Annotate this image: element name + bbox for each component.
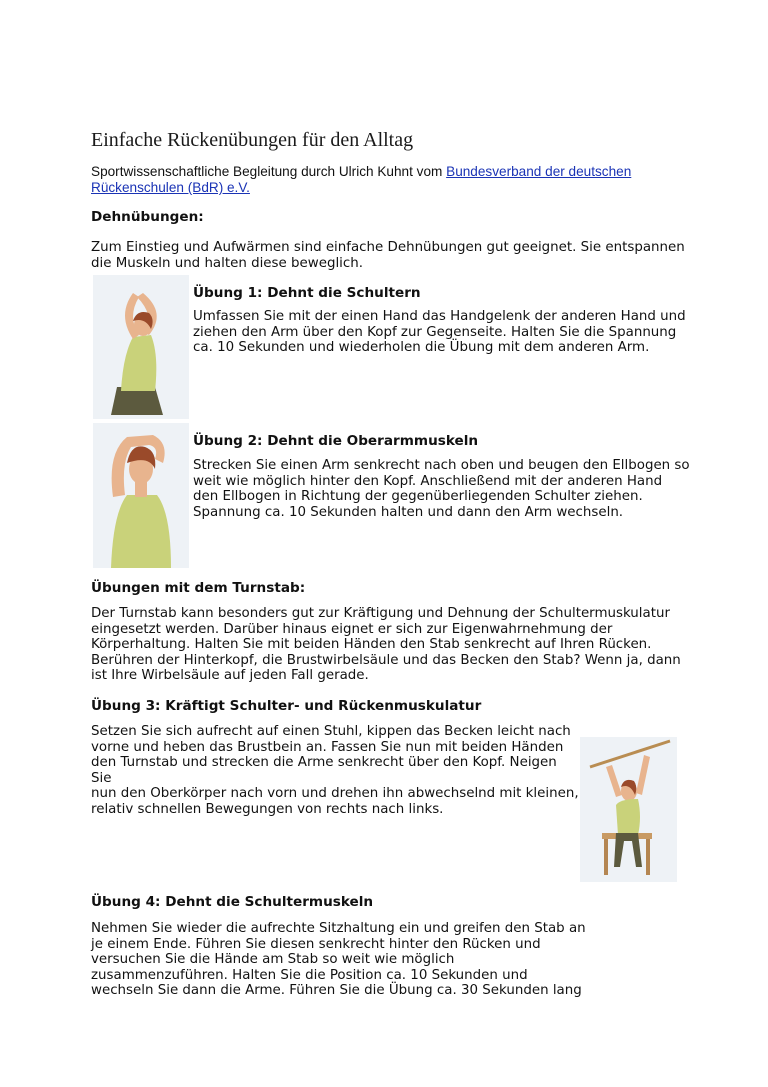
text-line: weit wie möglich hinter den Kopf. Anschließend mit der anderen Hand: [193, 473, 663, 489]
text-line: den Turnstab und strecken die Arme senkrecht über den Kopf. Neigen Sie: [91, 755, 557, 786]
exercise3-paragraph: [91, 724, 581, 818]
text-line: ziehen den Arm über den Kopf zur Gegenseite. Halten Sie die Spannung: [193, 324, 677, 340]
text-line: Nehmen Sie wieder die aufrechte Sitzhaltung ein und greifen den Stab an: [91, 921, 586, 936]
intro-paragraph: [91, 164, 711, 196]
exercise3-heading: Übung 3: Kräftigt Schulter- und Rückenmuskulatur: [91, 698, 482, 714]
section2-paragraph: [91, 606, 731, 684]
bdr-link-continued[interactable]: Rückenschulen (BdR) e.V.: [91, 180, 250, 195]
text-line: Spannung ca. 10 Sekunden halten und dann den Arm wechseln.: [193, 504, 624, 520]
text-line: Berühren der Hinterkopf, die Brustwirbelsäule und das Becken den Stab? Wenn ja, dann: [91, 652, 681, 668]
woman-seated-with-stick-icon: [580, 737, 677, 882]
text-line: Körperhaltung. Halten Sie mit beiden Händen den Stab senkrecht auf Ihren Rücken.: [91, 637, 652, 653]
exercise4-paragraph: [91, 921, 591, 999]
exercise1-heading: Übung 1: Dehnt die Schultern: [193, 285, 421, 301]
document-title: Einfache Rückenübungen für den Alltag: [91, 129, 414, 151]
text-line: zusammenzuführen. Halten Sie die Position ca. 10 Sekunden und: [91, 967, 528, 983]
text-line: ca. 10 Sekunden und wiederholen die Übung mit dem anderen Arm.: [193, 340, 650, 356]
text-line: versuchen Sie die Hände am Stab so weit wie möglich: [91, 952, 455, 968]
text-line: ist Ihre Wirbelsäule auf jeden Fall gerade.: [91, 668, 369, 684]
text-line: Setzen Sie sich aufrecht auf einen Stuhl, kippen das Becken leicht nach: [91, 724, 571, 739]
exercise2-photo: [93, 423, 189, 568]
woman-stretch-upper-arm-icon: [93, 423, 189, 568]
text-line: die Muskeln und halten diese beweglich.: [91, 255, 363, 271]
text-line: Umfassen Sie mit der einen Hand das Handgelenk der anderen Hand und: [193, 309, 686, 324]
section-heading-dehnuebungen: Dehnübungen:: [91, 209, 204, 225]
text-line: je einem Ende. Führen Sie diesen senkrecht hinter den Rücken und: [91, 936, 541, 952]
intro-text: Sportwissenschaftliche Begleitung durch Ulrich Kuhnt vom: [91, 164, 447, 179]
exercise2-heading: Übung 2: Dehnt die Oberarmmuskeln: [193, 433, 479, 449]
text-line: nun den Oberkörper nach vorn und drehen ihn abwechselnd mit kleinen,: [91, 786, 579, 802]
exercise1-photo: [93, 275, 189, 419]
exercise2-paragraph: [193, 458, 713, 520]
bdr-link[interactable]: Bundesverband der deutschen: [446, 164, 632, 179]
exercise1-paragraph: [193, 309, 693, 356]
woman-stretch-shoulders-icon: [93, 275, 189, 419]
text-line: Strecken Sie einen Arm senkrecht nach oben und beugen den Ellbogen so: [193, 458, 690, 473]
text-line: vorne und heben das Brustbein an. Fassen Sie nun mit beiden Händen: [91, 739, 564, 755]
text-line: relativ schnellen Bewegungen von rechts nach links.: [91, 801, 444, 817]
text-line: Zum Einstieg und Aufwärmen sind einfache Dehnübungen gut geeignet. Sie entspannen: [91, 240, 685, 255]
text-line: den Ellbogen in Richtung der gegenüberliegenden Schulter ziehen.: [193, 489, 643, 505]
exercise4-heading: Übung 4: Dehnt die Schultermuskeln: [91, 894, 374, 910]
text-line: eingesetzt werden. Darüber hinaus eignet er sich zur Eigenwahrnehmung der: [91, 621, 613, 637]
section1-paragraph: [91, 240, 731, 271]
section-heading-turnstab: Übungen mit dem Turnstab:: [91, 580, 306, 596]
text-line: wechseln Sie dann die Arme. Führen Sie die Übung ca. 30 Sekunden lang: [91, 983, 582, 999]
exercise3-photo: [580, 737, 677, 882]
text-line: Der Turnstab kann besonders gut zur Kräftigung und Dehnung der Schultermuskulatur: [91, 606, 670, 621]
